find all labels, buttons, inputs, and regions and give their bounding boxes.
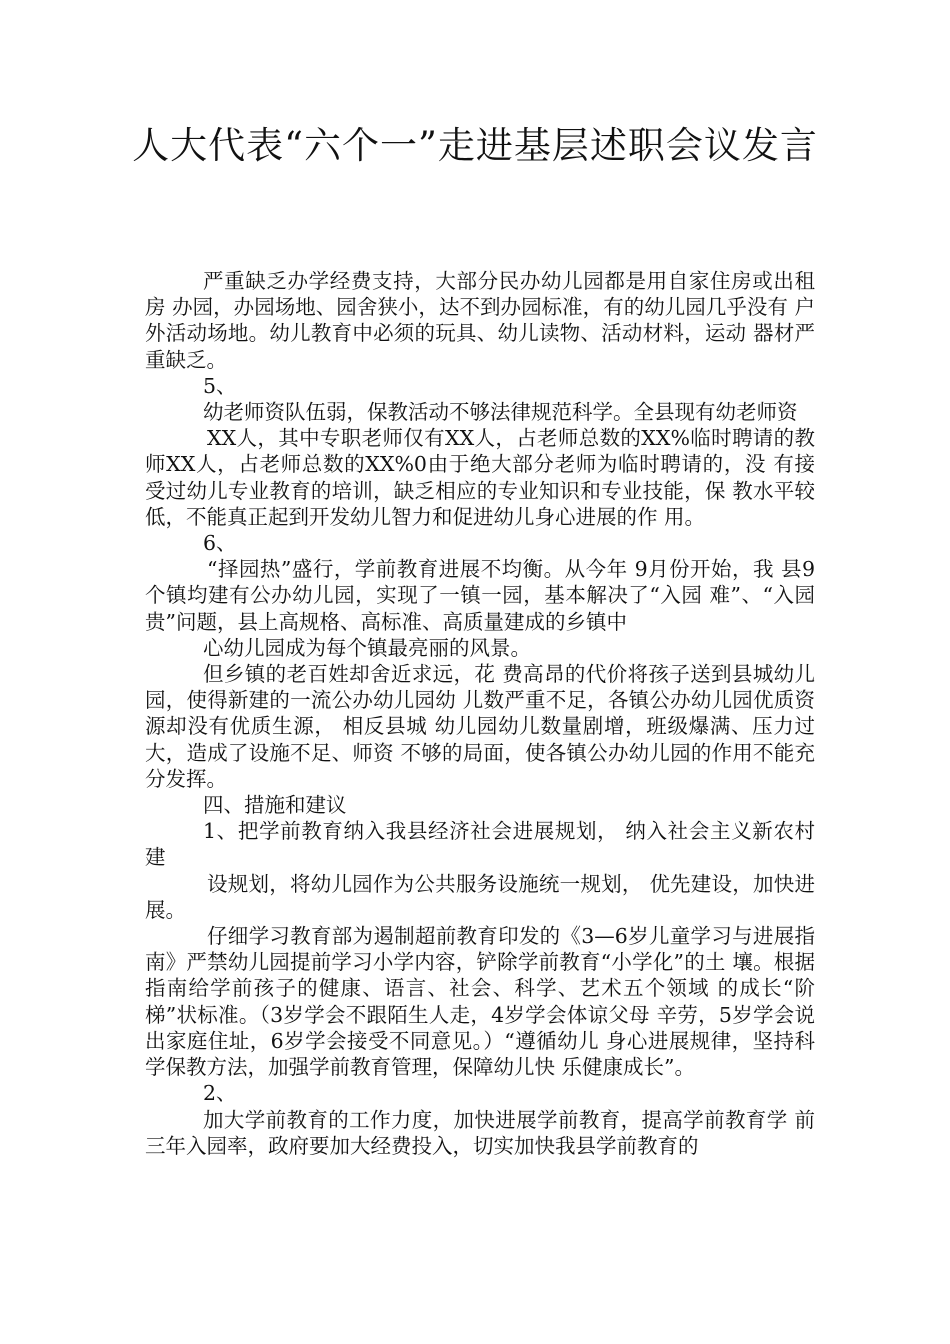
document-title: 人大代表“六个一”走进基层述职会议发言: [132, 124, 818, 167]
paragraph-number-5: 5、: [203, 373, 237, 398]
paragraph-measure-1-cont: 设规划，将幼儿园作为公共服务设施统一规划， 优先建设，加快进展。: [145, 871, 815, 922]
document-body: [145, 268, 815, 1159]
paragraph-town-parents: 但乡镇的老百姓却舍近求远，花 费高昂的代价将孩子送到县城幼儿园，使得新建的一流公办幼儿园幼 儿数严重不足，各镇公办幼儿园优质资源却没有优质生源， 相反县城 幼儿园幼儿数量剧增，班级爆满、压力过大，造成了设施不足、师资 不够的局面，使各镇公办幼儿园的作用不能充分发挥。: [145, 662, 815, 791]
paragraph-number-6: 6、: [203, 531, 237, 556]
section-heading-measures: 四、措施和建议: [203, 793, 347, 818]
paragraph-teachers: 幼老师资队伍弱，保教活动不够法律规范科学。全县现有幼老师资: [203, 400, 798, 425]
paragraph-increase-effort: 加大学前教育的工作力度，加快进展学前教育，提高学前教育学 前三年入园率，政府要加大经费投入，切实加快我县学前教育的: [145, 1107, 815, 1158]
paragraph-measure-1: 1、把学前教育纳入我县经济社会进展规划， 纳入社会主义新农村建: [145, 819, 815, 870]
paragraph-center-kindergarten: 心幼儿园成为每个镇最亮丽的风景。: [203, 635, 531, 660]
paragraph-school-choice: “择园热”盛行，学前教育进展不均衡。从今年 9月份开始，我 县9个镇均建有公办幼儿园，实现了一镇一园，基本解决了“入园 难”、“入园贵”问题，县上高规格、高标准、高质量建成的乡镇中: [145, 557, 815, 634]
paragraph-number-2: 2、: [203, 1081, 237, 1106]
paragraph-guideline: 仔细学习教育部为遏制超前教育印发的《3—6岁儿童学习与进展指 南》严禁幼儿园提前学习小学内容，铲除学前教育“小学化”的土 壤。根据指南给学前孩子的健康、语言、社会、科学、艺术五个领域 的成长“阶梯”状标准。（3岁学会不跟陌生人走，4岁学会体谅父母 辛劳，5岁学会说出家庭住址，6岁学会接受不同意见。）“遵循幼儿 身心进展规律，坚持科学保教方法，加强学前教育管理，保障幼儿快 乐健康成长”。: [145, 924, 815, 1080]
paragraph-funding: 严重缺乏办学经费支持，大部分民办幼儿园都是用自家住房或出租房 办园，办园场地、园舍狭小，达不到办园标准，有的幼儿园几乎没有 户外活动场地。幼儿教育中必须的玩具、幼儿读物、活动材料，运动 器材严重缺乏。: [145, 269, 815, 372]
paragraph-teacher-stats: XX人，其中专职老师仅有XX人，占老师总数的XX%临时聘请的教 师XX人，占老师总数的XX%0由于绝大部分老师为临时聘请的，没 有接受过幼儿专业教育的培训，缺乏相应的专业知识和专业技能，保 教水平较低，不能真正起到开发幼儿智力和促进幼儿身心进展的作 用。: [145, 426, 815, 529]
